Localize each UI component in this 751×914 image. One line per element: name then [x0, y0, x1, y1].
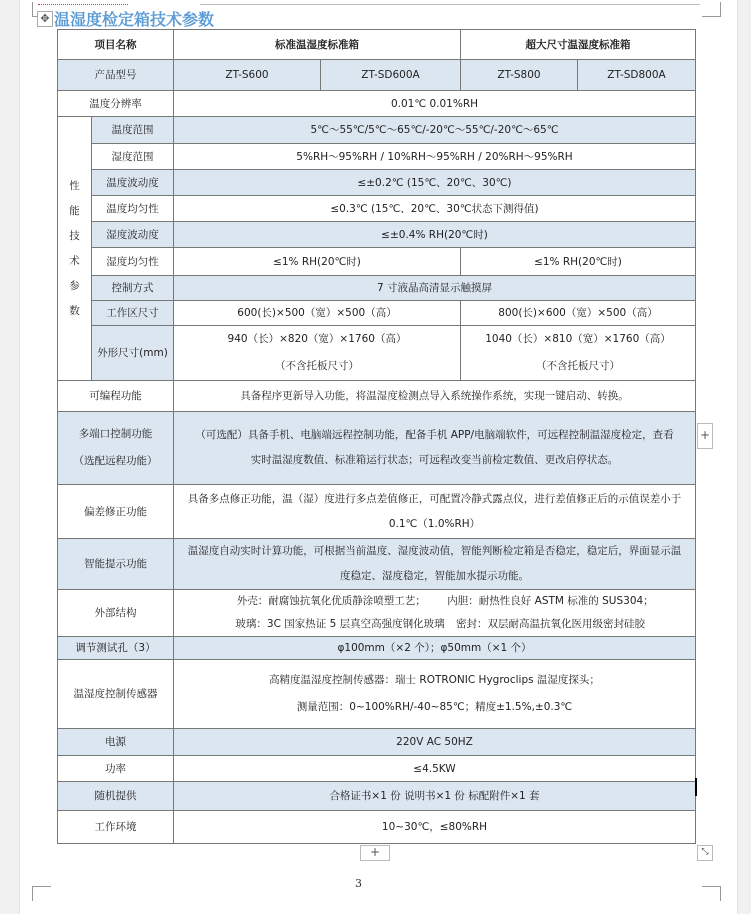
temp-range-label: 温度范围: [92, 117, 174, 144]
spellcheck-underline: [38, 4, 128, 5]
multiport-value: （可选配）具备手机、电脑端远程控制功能，配备手机 APP/电脑端软件，可远程控制温湿度检定，查看 实时温湿度数值、标准箱运行状态；可远程改变当前检定数值、更改启停状态。: [174, 412, 696, 485]
table-resize-handle-icon[interactable]: ⤡: [697, 845, 713, 861]
add-column-button[interactable]: +: [697, 423, 713, 449]
header-product-standard: 标准温湿度标准箱: [174, 30, 461, 60]
smart-value: 温湿度自动实时计算功能，可根据当前温度、湿度波动值，智能判断检定箱是否稳定，稳定后，界面显示温 度稳定、湿度稳定，智能加水提示功能。: [174, 539, 696, 590]
margin-mark-bottom-right: [702, 886, 721, 901]
table-row: [58, 170, 696, 196]
humidity-range-value: 5%RH～95%RH / 10%RH～95%RH / 20%RH～95%RH: [174, 144, 696, 170]
outer-size-label: 外形尺寸(mm): [92, 326, 174, 381]
table-row: [58, 590, 696, 637]
test-hole-label: 调节测试孔（3）: [58, 637, 174, 660]
accessories-label: 随机提供: [58, 782, 174, 811]
page-number: 3: [355, 877, 362, 890]
bias-value: 具备多点修正功能，温（湿）度进行多点差值修正，可配置冷静式露点仪，进行差值修正后的示值误差小于 0.1℃（1.0%RH）: [174, 485, 696, 539]
work-size-label: 工作区尺寸: [92, 301, 174, 326]
power-value: ≤4.5KW: [174, 756, 696, 782]
table-move-handle-icon[interactable]: ✥: [37, 11, 53, 27]
temp-uniformity-value: ≤0.3℃ (15℃、20℃、30℃状态下测得值): [174, 196, 696, 222]
table-row: [58, 326, 696, 381]
control-mode-label: 控制方式: [92, 276, 174, 301]
margin-mark-top-right: [702, 2, 721, 17]
table-row: [58, 276, 696, 301]
text-cursor: [695, 778, 697, 796]
resolution-value: 0.01℃ 0.01%RH: [174, 91, 696, 117]
model-cell: ZT-SD600A: [321, 60, 461, 91]
structure-label: 外部结构: [58, 590, 174, 637]
header-item-name: 项目名称: [58, 30, 174, 60]
humidity-uniformity-label: 湿度均匀性: [92, 248, 174, 276]
model-cell: ZT-S800: [461, 60, 578, 91]
models-label: 产品型号: [58, 60, 174, 91]
add-row-button[interactable]: +: [360, 845, 390, 861]
humidity-fluctuation-value: ≤±0.4% RH(20℃时): [174, 222, 696, 248]
table-row: [58, 301, 696, 326]
table-row: [58, 660, 696, 729]
table-row: [58, 539, 696, 590]
table-row: [58, 756, 696, 782]
table-row: [58, 60, 696, 91]
resolution-label: 温度分辨率: [58, 91, 174, 117]
work-size-value: 600(长)×500（宽）×500（高）: [174, 301, 461, 326]
humidity-fluctuation-label: 湿度波动度: [92, 222, 174, 248]
document-title: 温湿度检定箱技术参数: [54, 10, 215, 29]
power-label: 功率: [58, 756, 174, 782]
table-row: [58, 222, 696, 248]
table-row: [58, 811, 696, 844]
structure-value: 外壳：耐腐蚀抗氧化优质静涂喷塑工艺； 内胆：耐热性良好 ASTM 标准的 SUS304； 玻璃：3C 国家热证 5 层真空高强度钢化玻璃 密封：双层耐高温抗氧化医用级密封硅胶: [174, 590, 696, 637]
programmable-value: 具备程序更新导入功能，将温湿度检测点导入系统操作系统，实现一键启动、转换。: [174, 381, 696, 412]
programmable-label: 可编程功能: [58, 381, 174, 412]
margin-mark-bottom-left: [32, 886, 51, 901]
table-row: [58, 248, 696, 276]
table-row: [58, 144, 696, 170]
table-row: [58, 117, 696, 144]
control-mode-value: 7 寸液晶高清显示触摸屏: [174, 276, 696, 301]
bias-label: 偏差修正功能: [58, 485, 174, 539]
model-cell: ZT-SD800A: [578, 60, 696, 91]
power-supply-value: 220V AC 50HZ: [174, 729, 696, 756]
table-row: [58, 91, 696, 117]
temp-fluctuation-value: ≤±0.2℃ (15℃、20℃、30℃): [174, 170, 696, 196]
performance-group-label: 性 能 技 术 参 数: [58, 117, 92, 381]
temp-uniformity-label: 温度均匀性: [92, 196, 174, 222]
table-row: [58, 729, 696, 756]
environment-label: 工作环境: [58, 811, 174, 844]
humidity-range-label: 湿度范围: [92, 144, 174, 170]
table-row: [58, 412, 696, 485]
table-row: [58, 381, 696, 412]
header-rule: [200, 4, 700, 5]
table-row: [58, 782, 696, 811]
multiport-label: 多端口控制功能 （选配远程功能）: [58, 412, 174, 485]
smart-label: 智能提示功能: [58, 539, 174, 590]
accessories-value: 合格证书×1 份 说明书×1 份 标配附件×1 套: [174, 782, 696, 811]
test-hole-value: φ100mm（×2 个）；φ50mm（×1 个）: [174, 637, 696, 660]
header-product-large: 超大尺寸温湿度标准箱: [461, 30, 696, 60]
table-row: [58, 485, 696, 539]
table-row: [58, 196, 696, 222]
temp-range-value: 5℃～55℃/5℃～65℃/-20℃～55℃/-20℃～65℃: [174, 117, 696, 144]
power-supply-label: 电源: [58, 729, 174, 756]
sensor-label: 温湿度控制传感器: [58, 660, 174, 729]
sensor-value: 高精度温湿度控制传感器：瑞士 ROTRONIC Hygroclips 温湿度探头； 测量范围：0~100%RH/-40~85℃；精度±1.5%,±0.3℃: [174, 660, 696, 729]
humidity-uniformity-value: ≤1% RH(20℃时): [461, 248, 696, 276]
outer-size-value: 940（长）×820（宽）×1760（高） （不含托板尺寸）: [174, 326, 461, 381]
table-row: [58, 30, 696, 60]
temp-fluctuation-label: 温度波动度: [92, 170, 174, 196]
model-cell: ZT-S600: [174, 60, 321, 91]
humidity-uniformity-value: ≤1% RH(20℃时): [174, 248, 461, 276]
spec-table: [57, 29, 696, 844]
outer-size-value: 1040（长）×810（宽）×1760（高） （不含托板尺寸）: [461, 326, 696, 381]
environment-value: 10~30℃，≤80%RH: [174, 811, 696, 844]
table-row: [58, 637, 696, 660]
work-size-value: 800(长)×600（宽）×500（高）: [461, 301, 696, 326]
